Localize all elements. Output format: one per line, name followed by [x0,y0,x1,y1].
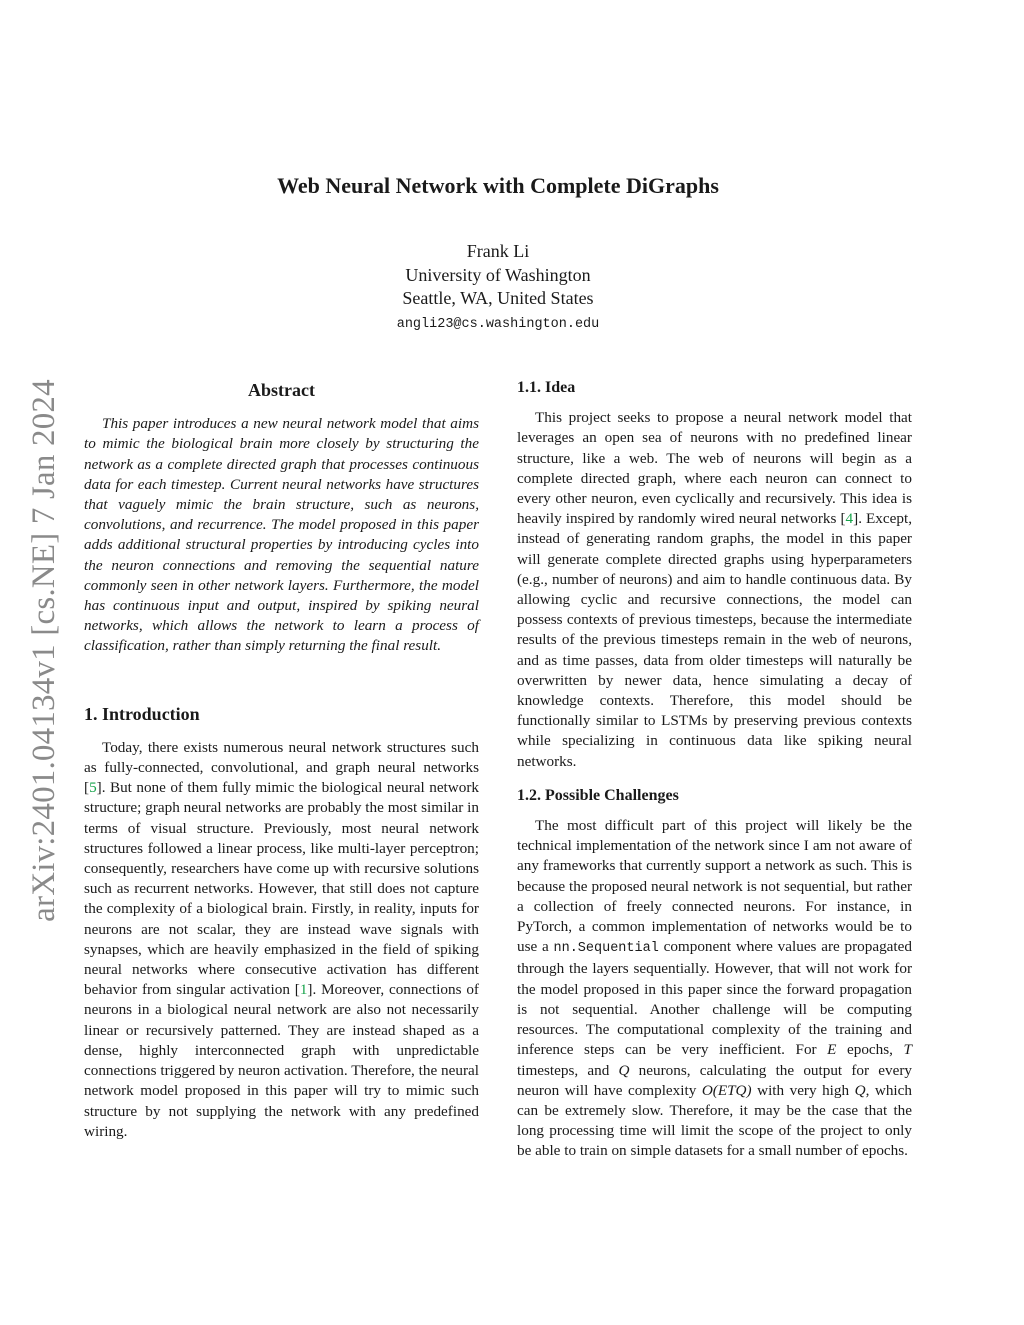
intro-text-part: ]. Moreover, connections of neurons in a biological neural network are also not necessarily linear or recursively patterned. They are instead shaped as a dense, highly interconnected graph with unpredictable connections triggered by neuron activation. Therefore, the neural network model proposed in this paper will try to mimic such structure by not supplying the network with any predefined wiring. [84,981,479,1140]
math-variable: T [903,1041,912,1059]
idea-text-part: ]. Except, instead of generating random graphs, the model in this paper will generate complete directed graphs using hyperparameters (e.g., number of neurons) and aim to handle continuous data. By allowing cyclic and recursive connections, the model can possess contexts of previous timesteps, because the intermediate results of the previous timesteps remain in the web of neurons, and as time passes, data from older timesteps will naturally be overwritten by newer data, hence simulating a decay of knowledge contexts. Therefore, this model should be functionally similar to LSTMs by preserving previous contexts while specializing in continuous data like spiking neural networks. [517,510,912,770]
arxiv-identifier-text: arXiv:2401.04134v1 [cs.NE] 7 Jan 2024 [25,378,62,922]
introduction-heading: 1. Introduction [84,703,200,724]
left-column [84,378,479,1142]
math-expression: O(ETQ) [701,1081,752,1099]
author-affiliation: University of Washington [405,264,591,285]
challenges-text-part: neurons, calculating the output for every neuron will have complexity [517,1061,912,1099]
abstract-text: This paper introduces a new neural network model that aims to mimic the biological brain more closely by structuring the network as a complete directed graph that processes continuous data for each timestep. Current neural networks have structures that vaguely mimic the brain structure, such as neurons, convolutions, and recurrence. The model proposed in this paper adds additional structural properties by introducing cycles into the neuron connections and removing the sequential nature commonly seen in other network layers. Furthermore, the model has continuous input and output, inspired by spiking neural networks, which allows the network to learn a process of classification, rather than simply returning the final result. [84,415,479,655]
arxiv-identifier-stamp [20,370,68,930]
citation-link[interactable]: 4 [845,510,854,528]
challenges-paragraph [517,816,912,1161]
challenges-text-part: with very high [751,1081,855,1099]
author-location: Seattle, WA, United States [402,288,594,308]
introduction-paragraph [84,738,479,1142]
challenges-text-part: component where values are propagated through the layers sequentially. However, that will not work for the model proposed in this paper since the forward propagation is not sequential. Another challenge will be computing resources. The computational complexity of the training and inference steps can be very inefficient. For [517,938,912,1059]
challenges-text-part: The most difficult part of this project will likely be the technical implementation of the network since I am not aware of any frameworks that currently support a network as such. This is because the proposed neural network is not sequential, but rather a collection of freely connected neurons. For instance, in PyTorch, a common implementation of networks would be to use a [517,817,912,956]
abstract-heading: Abstract [248,380,315,400]
right-column [517,378,912,1162]
idea-heading: 1.1. Idea [517,379,576,396]
idea-text-part: This project seeks to propose a neural network model that leverages an open sea of neurons with no predefined linear structure, like a web. The web of neurons will begin as a complete directed graph, where each neuron can connect to every other neuron, even cyclically and recursively. This idea is heavily inspired by randomly wired neural networks [ [517,409,912,528]
challenges-text-part: , which can be extremely slow. Therefore, it may be the case that the long processing time will limit the scope of the project to only be able to train on simple datasets for a small number of epochs. [517,1081,912,1160]
paper-title: Web Neural Network with Complete DiGraphs [277,173,719,198]
challenges-text-part: epochs, [836,1041,904,1059]
challenges-heading: 1.2. Possible Challenges [517,786,679,804]
citation-link[interactable]: 1 [299,981,308,999]
math-variable: Q [618,1061,630,1079]
intro-text-part: ]. But none of them fully mimic the biological neural network structure; graph neural networks are probably the most similar in terms of visual structure. Previously, most neural network structures followed a linear process, like multi-layer perceptron; consequently, researchers have come up with recursive solutions such as recurrent networks. However, that still does not capture the complexity of a biological brain. Firstly, in reality, inputs for neurons are not scalar, they are instead wave signals with synapses, which are heavily emphasized in the field of spiking neural networks where consecutive activation has different behavior from singular activation [ [84,779,479,999]
challenges-text-part: timesteps, and [517,1061,619,1079]
code-snippet: nn.Sequential [553,941,659,957]
author-name: Frank Li [466,241,530,261]
math-variable: E [827,1041,837,1059]
author-email[interactable]: angli23@cs.washington.edu [396,316,600,332]
intro-text-part: Today, there exists numerous neural network structures such as fully-connected, convolutional, and graph neural networks [ [84,738,479,797]
idea-paragraph [517,408,912,772]
author-block [0,240,996,338]
math-variable: Q [854,1081,866,1099]
citation-link[interactable]: 5 [89,779,97,797]
